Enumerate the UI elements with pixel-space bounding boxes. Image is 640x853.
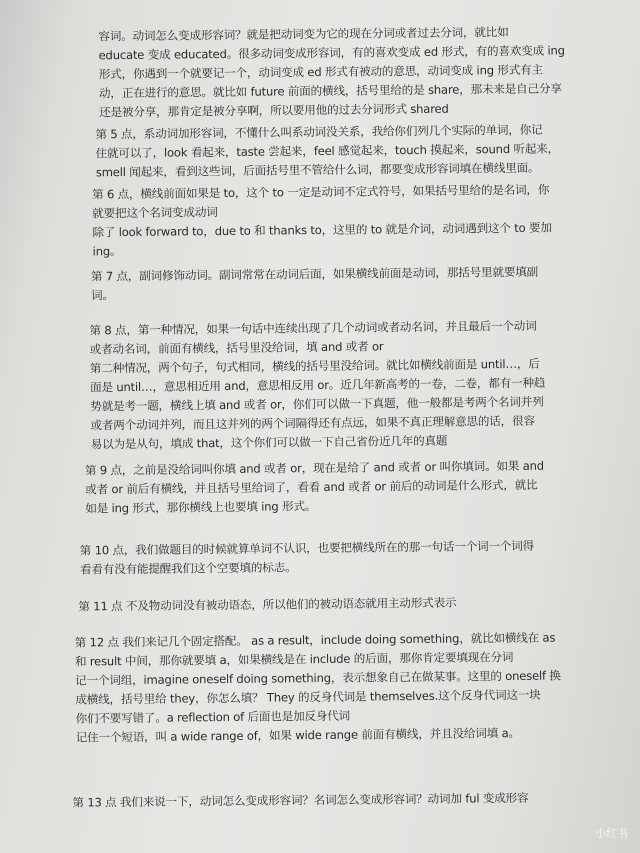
text-line: 第 5 点，系动词加形容词，不懂什么叫系动词没关系，我给你们列几个实际的单词，你记 bbox=[95, 122, 543, 142]
text-line: educate 变成 educated。很多动词变成形容词，有的喜欢变成 ed 形式，有的喜欢变成 ing bbox=[98, 43, 565, 63]
text-line: 就要把这个名词变成动词 bbox=[92, 205, 218, 221]
text-line: 第 12 点 我们来记几个固定搭配。 as a result，include doing something，就比如横线在 as bbox=[74, 630, 556, 650]
text-line: 你们不要写错了。a reflection of 后面也是加反身代词 bbox=[75, 708, 351, 726]
text-line: 记一个词组，imagine oneself doing something，表示想象自己在做某事。这里的 oneself 换 bbox=[75, 668, 561, 688]
text-line: 第 7 点，副词修饰动词。副词常常在动词后面，如果横线前面是动词，那括号里就要填副 bbox=[90, 264, 539, 284]
text-line: 容词。动词怎么变成形容词？就是把动词变为它的现在分词或者过去分词，就比如 bbox=[98, 24, 509, 44]
text-line: 看看有没有能提醒我们这个空要填的标志。 bbox=[79, 560, 297, 577]
text-line: 或者动名词，前面有横线，括号里没给词，填 and 或者 or bbox=[89, 339, 384, 357]
text-line: 第 10 点，我们做题目的时候就算单词不认识，也要把横线所在的那一句话一个词一个词得 bbox=[79, 538, 535, 558]
watermark-logo: 小红书 bbox=[595, 827, 628, 840]
text-line: smell 闻起来，看到这些词，后面括号里不管给什么词，都要变成形容词填在横线里面。 bbox=[95, 160, 540, 180]
text-line: 或者两个动词并列，而且这并列的两个词隔得还有点远，如果不真正理解意思的话，很容 bbox=[90, 413, 535, 433]
text-line: 第 13 点 我们来说一下，动词怎么变成形容词？名词怎么变成形容词？动词加 ful 变成形容 bbox=[72, 790, 529, 810]
text-line: 或者 or 前后有横线，并且括号里给词了，看看 and 或者 or 前后的动词是什么形式，就比 bbox=[85, 477, 538, 497]
text-line: 如是 ing 形式，那你横线上也要填 ing 形式。 bbox=[85, 499, 317, 516]
text-line: 成横线，括号里给 they，你怎么填？ They 的反身代词是 themselves.这个反身代词这一块 bbox=[75, 687, 541, 707]
paragraph-point-12 bbox=[75, 627, 640, 747]
text-line: 第 9 点，之前是没给词叫你填 and 或者 or，现在是给了 and 或者 or 叫你填词。如果 and bbox=[84, 458, 544, 478]
text-line: 形式，你遇到一个就要记一个，动词变成 ed 形式有被动的意思，动词变成 ing 形式有主 bbox=[98, 62, 543, 82]
text-line: 词。 bbox=[91, 288, 114, 303]
text-line: 第 11 点 不及物动词没有被动语态，所以他们的被动语态就用主动形式表示 bbox=[78, 595, 457, 614]
paragraph-point-9 bbox=[85, 455, 640, 518]
text-line: 和 result 中间，那你就要填 a，如果横线是在 include 的后面，那你肯定要填现在分词 bbox=[74, 649, 514, 669]
paragraph-verb-to-adjective bbox=[98, 21, 640, 122]
text-line: 住就可以了，look 看起来，taste 尝起来，feel 感觉起来，touch 摸起来，sound 听起来， bbox=[95, 141, 560, 161]
paragraph-point-11 bbox=[78, 591, 640, 616]
paragraph-point-13 bbox=[72, 787, 640, 812]
paragraph-point-7 bbox=[91, 261, 640, 305]
text-line: 易以为是从句，填成 that，这个你们可以做一下自己省份近几年的真题 bbox=[90, 433, 448, 452]
text-line: 第 6 点，横线前面如果是 to，这个 to 一定是动词不定式符号，如果括号里给的是名词，你 bbox=[91, 182, 550, 202]
document-page bbox=[30, 0, 640, 853]
paragraph-point-6 bbox=[92, 179, 640, 261]
text-line: 还是被分享，那肯定是被分享啊，所以要用他的过去分词形式 shared bbox=[99, 101, 449, 120]
paragraph-point-5 bbox=[95, 119, 640, 182]
text-line: 第 8 点，第一种情况，如果一句话中连续出现了几个动词或者动名词，并且最后一个动词 bbox=[89, 318, 537, 338]
text-line: 面是 until…，意思相近用 and，意思相反用 or。近几年新高考的一卷，二卷，都有一种趋 bbox=[89, 375, 546, 395]
text-line: ing。 bbox=[92, 244, 122, 259]
text-line: 动，正在进行的意思。就比如 future 前面的横线，括号里给的是 share，那未来是自己分享 bbox=[98, 81, 562, 101]
text-line: 第二种情况，两个句子，句式相同，横线的括号里没给词。就比如横线前面是 until…，后 bbox=[89, 356, 540, 376]
paragraph-point-8 bbox=[89, 315, 640, 454]
text-line: 除了 look forward to，due to 和 thanks to，这里的 to 就是介词，动词遇到这个 to 要加 bbox=[92, 220, 552, 240]
text-line: 记住一个短语，叫 a wide range of，如果 wide range 前面有横线，并且没给词填 a。 bbox=[75, 725, 520, 745]
text-line: 势就是考一题，横线上填 and 或者 or，你们可以做一下真题，他一般都是考两个名词并列 bbox=[90, 394, 544, 414]
paragraph-point-10 bbox=[80, 535, 640, 579]
